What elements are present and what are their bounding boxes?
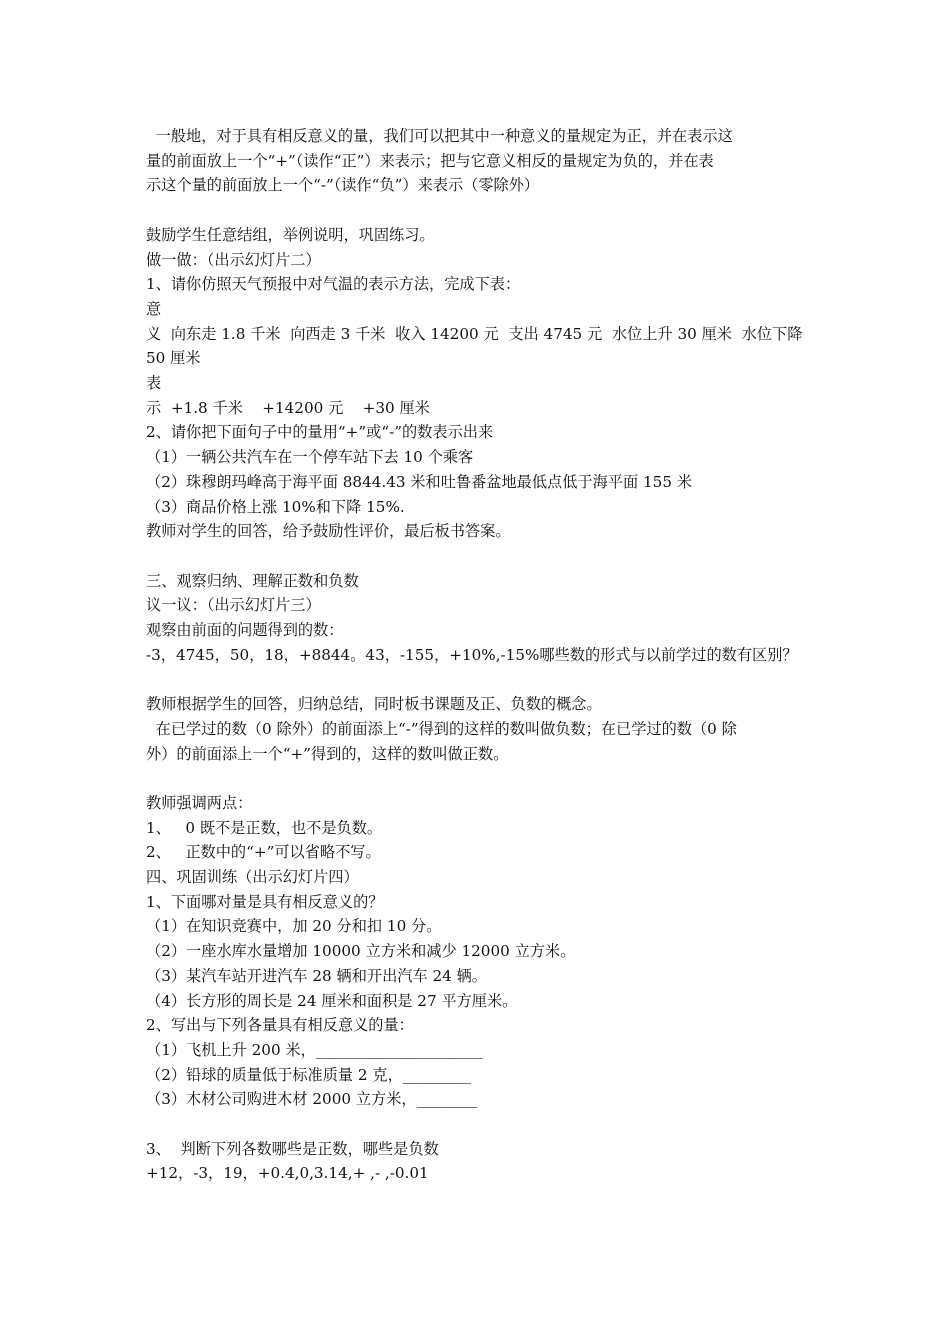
table-repr-label: 表 — [146, 374, 162, 393]
intro-line: 量的前面放上一个“+”（读作“正”）来表示；把与它意义相反的量规定为负的，并在表 — [146, 151, 714, 170]
observe-text: 观察由前面的问题得到的数： — [146, 621, 344, 640]
exercise-1: 1、下面哪对量是具有相反意义的？ — [146, 892, 384, 911]
section-4-title: 四、巩固训练（出示幻灯片四） — [146, 868, 359, 887]
encourage-text: 鼓励学生任意结组，举例说明，巩固练习。 — [146, 225, 435, 244]
blank-line — [146, 198, 812, 223]
question-2-item: （2）珠穆朗玛峰高于海平面 8844.43 米和吐鲁番盆地最低点低于海平面 155 米 — [146, 472, 693, 491]
intro-line: 一般地，对于具有相反意义的量，我们可以把其中一种意义的量规定为正，并在表示这 — [146, 127, 733, 145]
exercise-3-numbers: +12，-3，19，+0.4,0,3.14,+ ,- ,-0.01 — [146, 1164, 429, 1183]
exercise-1-item: （3）某汽车站开进汽车 28 辆和开出汽车 24 辆。 — [146, 966, 487, 985]
question-2-item: （3）商品价格上涨 10%和下降 15%. — [146, 497, 405, 516]
numbers-line: -3，4745，50，18，+8844。43，-155，+10%,-15%哪些数的形式与以前学过的数有区别？ — [146, 645, 798, 664]
section-3-title: 三、观察归纳、理解正数和负数 — [146, 571, 359, 590]
blank-line — [146, 544, 812, 569]
discuss-heading: 议一议：（出示幻灯片三） — [146, 596, 321, 615]
table-meaning-row-cont: 50 厘米 — [146, 349, 201, 368]
emphasis-item: 1、 0 既不是正数，也不是负数。 — [146, 818, 383, 837]
exercise-2-item: （3）木材公司购进木材 2000 立方米，________ — [146, 1090, 478, 1109]
intro-line: 示这个量的前面放上一个“-”（读作“负”）来表示（零除外） — [146, 176, 540, 195]
teacher-eval: 教师对学生的回答，给予鼓励性评价，最后板书答案。 — [146, 522, 511, 541]
exercise-1-item: （1）在知识竞赛中，加 20 分和扣 10 分。 — [146, 917, 442, 936]
exercise-3: 3、 判断下列各数哪些是正数，哪些是负数 — [146, 1139, 439, 1158]
document-page — [146, 124, 812, 1186]
question-1: 1、请你仿照天气预报中对气温的表示方法，完成下表： — [146, 275, 521, 294]
exercise-2-item: （1）飞机上升 200 米，______________________ — [146, 1040, 483, 1059]
definition-line: 外）的前面添上一个“+”得到的，这样的数叫做正数。 — [146, 744, 509, 763]
question-2-item: （1）一辆公共汽车在一个停车站下去 10 个乘客 — [146, 448, 474, 467]
table-meaning-row: 义 向东走 1.8 千米 向西走 3 千米 收入 14200 元 支出 4745 元 水位上升 30 厘米 水位下降 — [146, 324, 803, 343]
question-2: 2、请你把下面句子中的量用“+”或“-”的数表示出来 — [146, 423, 494, 442]
exercise-2-item: （2）铅球的质量低于标准质量 2 克，_________ — [146, 1065, 472, 1084]
blank-line — [146, 1112, 812, 1137]
exercise-2: 2、写出与下列各量具有相反意义的量： — [146, 1016, 414, 1035]
table-repr-row: 示 +1.8 千米 +14200 元 +30 厘米 — [146, 398, 430, 417]
definition-line: 在已学过的数（0 除外）的前面添上“-”得到的这样的数叫做负数；在已学过的数（0 除 — [146, 719, 737, 738]
teacher-summary: 教师根据学生的回答，归纳总结，同时板书课题及正、负数的概念。 — [146, 695, 602, 714]
exercise-1-item: （4）长方形的周长是 24 厘米和面积是 27 平方厘米。 — [146, 991, 518, 1010]
exercise-1-item: （2）一座水库水量增加 10000 立方米和减少 12000 立方米。 — [146, 942, 576, 961]
blank-line — [146, 667, 812, 692]
blank-line — [146, 766, 812, 791]
table-meaning-label: 意 — [146, 299, 162, 318]
emphasis-item: 2、 正数中的“+”可以省略不写。 — [146, 843, 381, 862]
do-it-heading: 做一做：（出示幻灯片二） — [146, 250, 321, 269]
emphasis-title: 教师强调两点： — [146, 793, 253, 812]
